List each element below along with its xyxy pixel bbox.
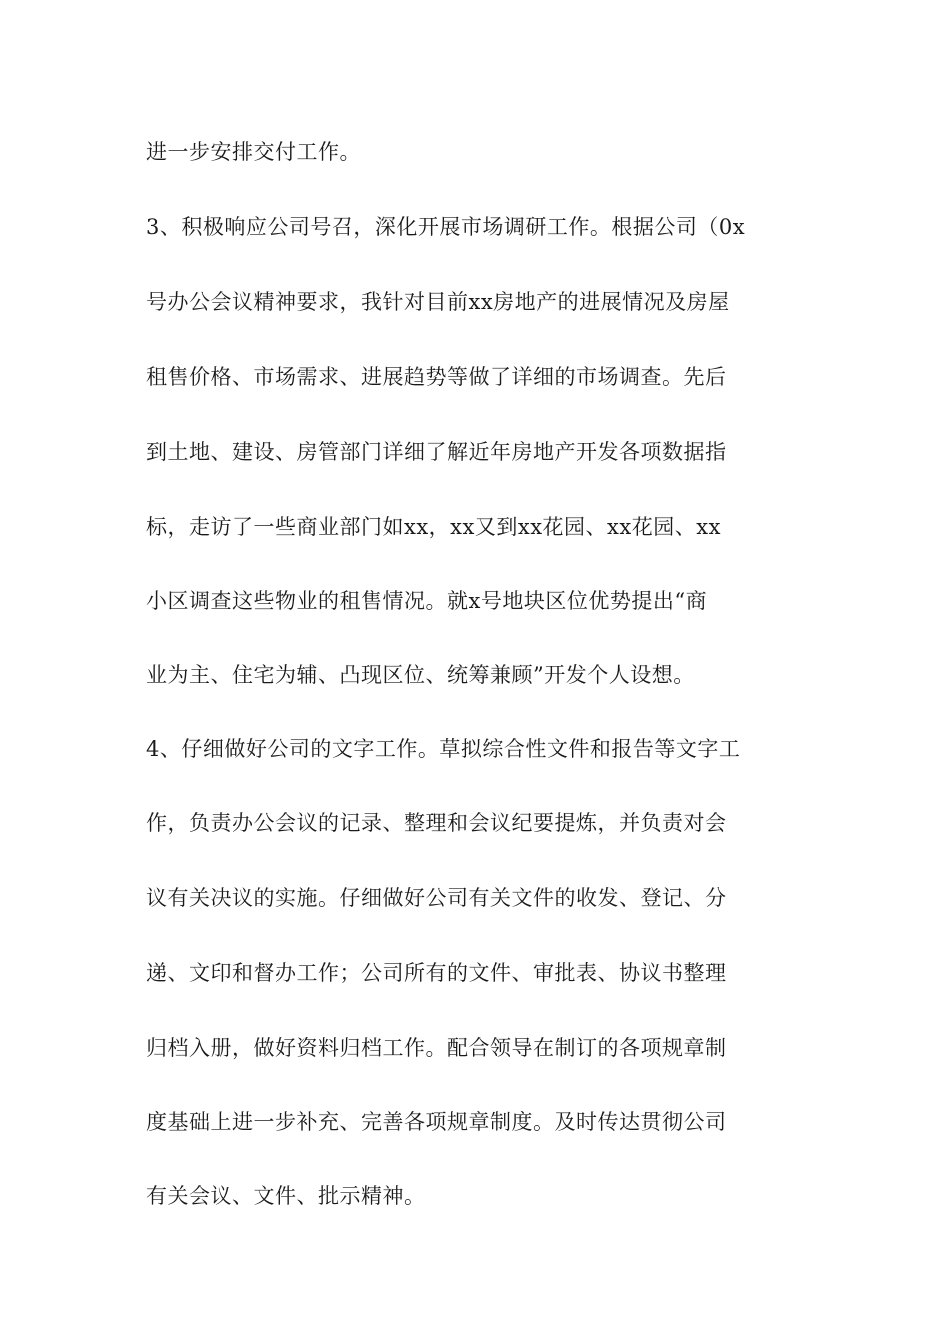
text-line: 议有关决议的实施。仔细做好公司有关文件的收发、登记、分: [146, 886, 727, 910]
text-line: 4、仔细做好公司的文字工作。草拟综合性文件和报告等文字工: [146, 737, 741, 761]
text-line: 度基础上进一步补充、完善各项规章制度。及时传达贯彻公司: [146, 1110, 727, 1134]
text-line: 归档入册，做好资料归档工作。配合领导在制订的各项规章制: [146, 1036, 727, 1060]
text-line: 号办公会议精神要求，我针对目前xx房地产的进展情况及房屋: [146, 290, 730, 314]
text-line: 租售价格、市场需求、进展趋势等做了详细的市场调查。先后: [146, 365, 727, 389]
text-line: 递、文印和督办工作；公司所有的文件、审批表、协议书整理: [146, 961, 727, 985]
text-line: 3、积极响应公司号召，深化开展市场调研工作。根据公司（0x: [146, 215, 746, 239]
text-line: 有关会议、文件、批示精神。: [146, 1184, 426, 1208]
text-line: 业为主、住宅为辅、凸现区位、统筹兼顾”开发个人设想。: [146, 663, 695, 687]
text-line: 作，负责办公会议的记录、整理和会议纪要提炼，并负责对会: [146, 811, 727, 835]
text-line: 进一步安排交付工作。: [146, 140, 361, 164]
text-line: 到土地、建设、房管部门详细了解近年房地产开发各项数据指: [146, 440, 727, 464]
text-line: 标，走访了一些商业部门如xx，xx又到xx花园、xx花园、xx: [146, 515, 721, 539]
text-line: 小区调查这些物业的租售情况。就x号地块区位优势提出“商: [146, 589, 708, 613]
